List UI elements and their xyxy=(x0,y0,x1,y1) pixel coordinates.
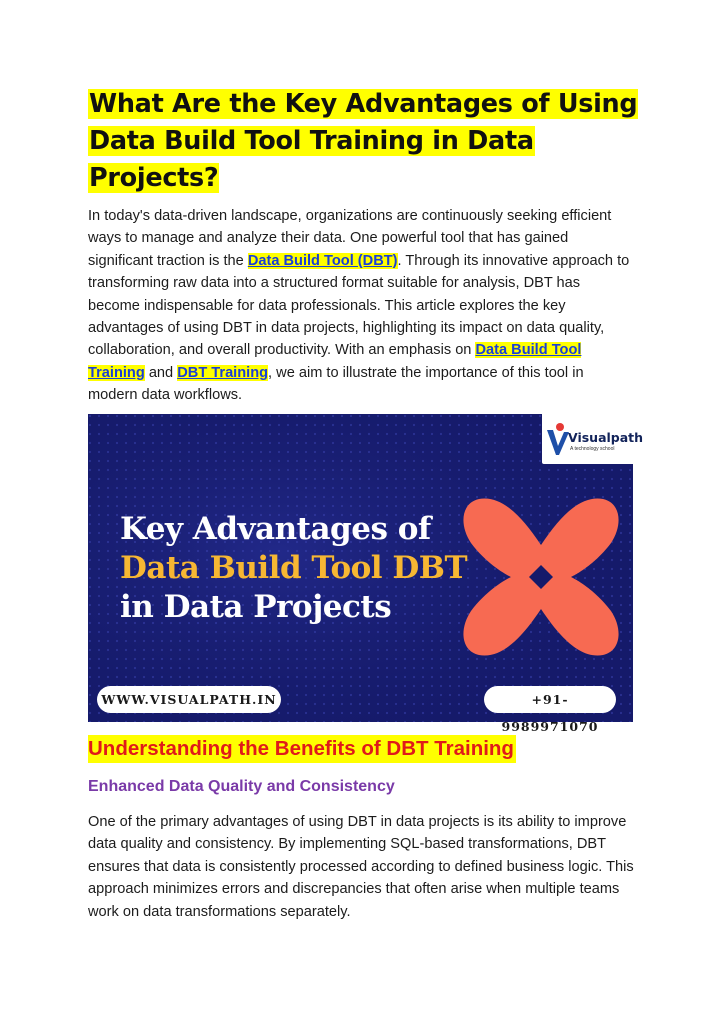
intro-text-2: . Through its innovative approach to transforming raw data into a structured format suitable for analysis, DBT has become indispensable for data professionals. This article explores the key advantages of using DBT in data projects, highlighting its impact on data quality, collaboration, and overall productivity. With an emphasis on xyxy=(88,252,630,359)
dbt-training-link[interactable]: Data Build Tool Training xyxy=(88,342,582,381)
dbt-link[interactable]: Data Build Tool (DBT) xyxy=(247,252,398,269)
title-line-1: What Are the Key Advantages of Using xyxy=(89,89,638,119)
banner-headline xyxy=(120,510,467,627)
section-paragraph: One of the primary advantages of using DBT in data projects is its ability to improve data quality and consistency. By implementing SQL-based transformations, DBT ensures that data is consistently processed according to defined business logic. This approach minimizes errors and discrepancies that often arise when multiple teams work on data transformations separately. xyxy=(88,814,634,920)
page-title xyxy=(88,86,648,197)
visualpath-logo xyxy=(542,414,644,464)
title-line-2: Data Build Tool Training in Data xyxy=(89,126,534,156)
logo-tagline: A technology school xyxy=(570,446,615,452)
section-heading: Understanding the Benefits of DBT Training xyxy=(88,735,516,763)
section-subheading: Enhanced Data Quality and Consistency xyxy=(88,778,395,795)
intro-text-3: and xyxy=(144,364,178,381)
dbt-training-short-link[interactable]: DBT Training xyxy=(177,364,269,381)
visualpath-logo-icon xyxy=(546,422,570,456)
title-line-3: Projects? xyxy=(89,163,219,193)
intro-paragraph xyxy=(88,205,636,407)
banner-headline-line-1: Key Advantages of xyxy=(120,511,431,547)
promo-banner-image xyxy=(88,414,644,734)
intro-text-1: In today's data-driven landscape, organizations are continuously seeking efficient ways to manage and analyze their data. One powerful tool that has gained significant traction is the xyxy=(88,208,612,269)
phone-badge: +91-9989971070 xyxy=(484,686,616,713)
website-badge: WWW.VISUALPATH.IN xyxy=(97,686,281,713)
banner-headline-line-3: in Data Projects xyxy=(120,589,392,625)
intro-text-4: , we aim to illustrate the importance of this tool in modern data workflows. xyxy=(88,364,584,404)
logo-name: Visualpath xyxy=(568,430,644,445)
banner-headline-line-2: Data Build Tool DBT xyxy=(120,550,468,586)
